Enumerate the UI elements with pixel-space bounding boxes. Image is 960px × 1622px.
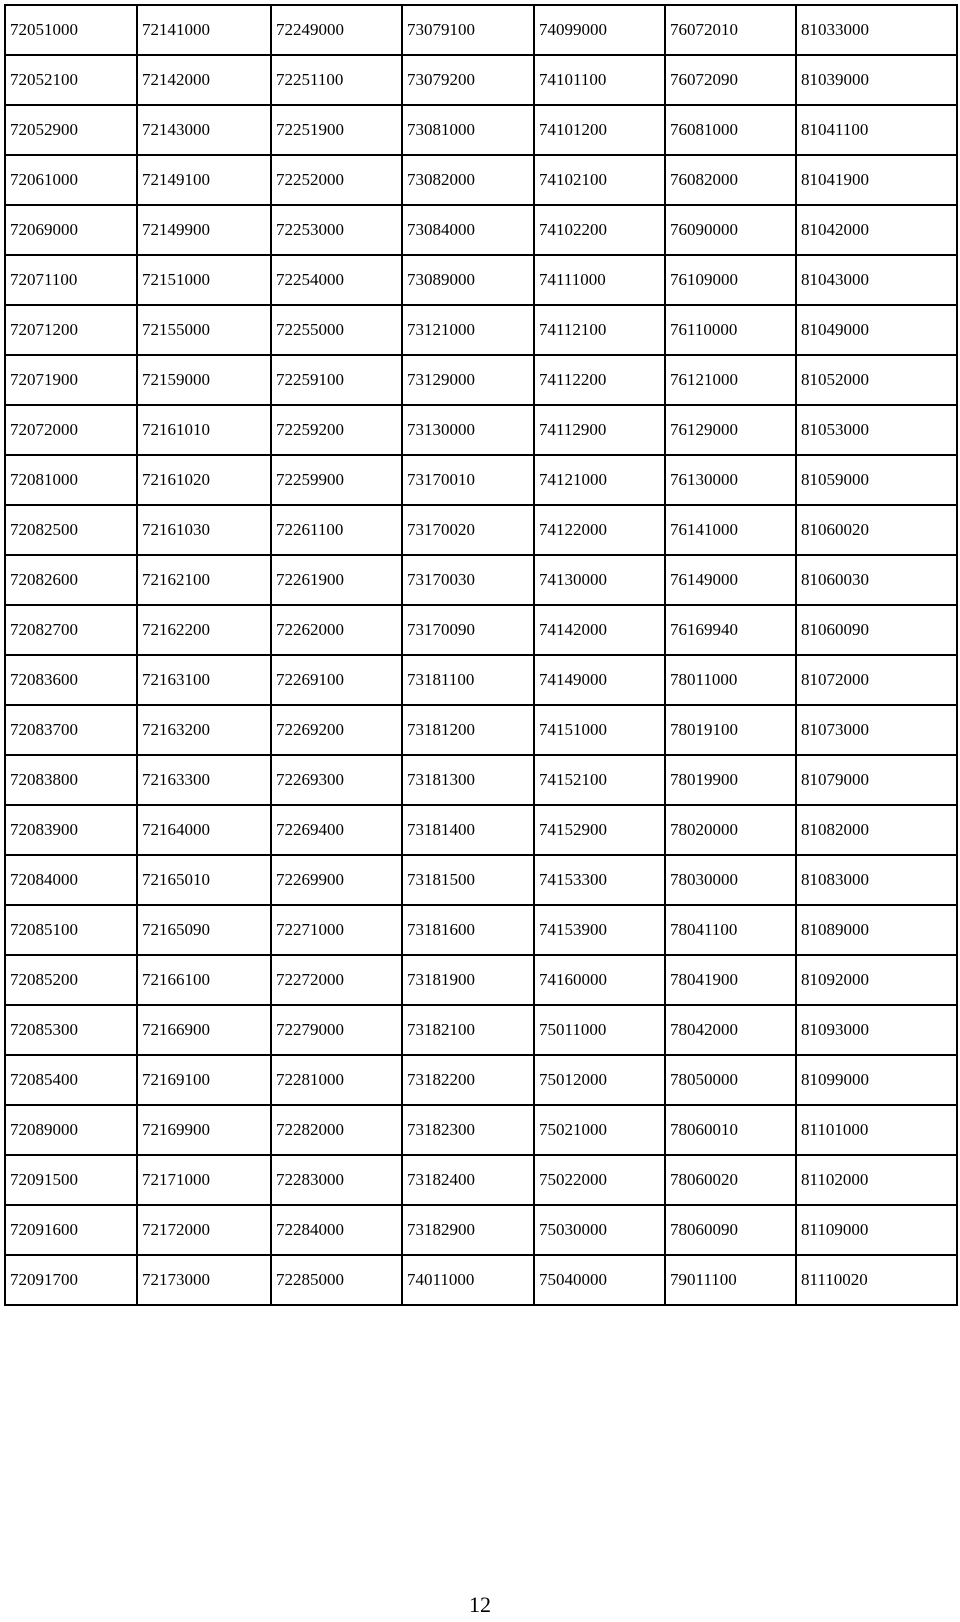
table-cell: 78060090: [665, 1205, 796, 1255]
table-cell: 72171000: [137, 1155, 271, 1205]
table-cell: 72259100: [271, 355, 402, 405]
table-cell: 76169940: [665, 605, 796, 655]
table-cell: 73170020: [402, 505, 534, 555]
table-cell: 73129000: [402, 355, 534, 405]
table-cell: 72081000: [5, 455, 137, 505]
table-cell: 72269100: [271, 655, 402, 705]
table-cell: 75021000: [534, 1105, 665, 1155]
table-cell: 73181400: [402, 805, 534, 855]
table-cell: 72051000: [5, 5, 137, 55]
table-cell: 72083600: [5, 655, 137, 705]
table-cell: 78060020: [665, 1155, 796, 1205]
table-cell: 76121000: [665, 355, 796, 405]
table-cell: 81083000: [796, 855, 957, 905]
table-cell: 72163300: [137, 755, 271, 805]
table-cell: 72282000: [271, 1105, 402, 1155]
table-cell: 81053000: [796, 405, 957, 455]
table-cell: 74121000: [534, 455, 665, 505]
table-row: [5, 1105, 957, 1155]
table-cell: 72085300: [5, 1005, 137, 1055]
table-cell: 74153900: [534, 905, 665, 955]
table-cell: 73082000: [402, 155, 534, 205]
table-cell: 72252000: [271, 155, 402, 205]
table-cell: 72269900: [271, 855, 402, 905]
table-cell: 72165090: [137, 905, 271, 955]
table-cell: 74153300: [534, 855, 665, 905]
table-cell: 81033000: [796, 5, 957, 55]
table-cell: 72083700: [5, 705, 137, 755]
table-row: [5, 855, 957, 905]
table-cell: 76149000: [665, 555, 796, 605]
table-cell: 72142000: [137, 55, 271, 105]
table-cell: 73079200: [402, 55, 534, 105]
table-row: [5, 1205, 957, 1255]
table-cell: 81093000: [796, 1005, 957, 1055]
table-cell: 73182400: [402, 1155, 534, 1205]
table-cell: 72163100: [137, 655, 271, 705]
table-cell: 73089000: [402, 255, 534, 305]
table-cell: 72085100: [5, 905, 137, 955]
table-cell: 72085200: [5, 955, 137, 1005]
table-row: [5, 805, 957, 855]
table-cell: 72271000: [271, 905, 402, 955]
table-cell: 72061000: [5, 155, 137, 205]
code-table-body: [5, 5, 957, 1305]
table-cell: 81042000: [796, 205, 957, 255]
table-cell: 72091700: [5, 1255, 137, 1305]
table-cell: 74160000: [534, 955, 665, 1005]
table-cell: 73182200: [402, 1055, 534, 1105]
table-row: [5, 155, 957, 205]
table-cell: 81060090: [796, 605, 957, 655]
table-cell: 81072000: [796, 655, 957, 705]
table-row: [5, 405, 957, 455]
table-row: [5, 505, 957, 555]
table-cell: 72085400: [5, 1055, 137, 1105]
table-cell: 72089000: [5, 1105, 137, 1155]
table-cell: 72259900: [271, 455, 402, 505]
table-cell: 72161020: [137, 455, 271, 505]
table-cell: 74102100: [534, 155, 665, 205]
table-cell: 74099000: [534, 5, 665, 55]
table-cell: 81082000: [796, 805, 957, 855]
table-cell: 72254000: [271, 255, 402, 305]
table-cell: 72052100: [5, 55, 137, 105]
table-cell: 73181200: [402, 705, 534, 755]
table-cell: 72082700: [5, 605, 137, 655]
table-row: [5, 1155, 957, 1205]
table-cell: 72071200: [5, 305, 137, 355]
table-cell: 78030000: [665, 855, 796, 905]
table-cell: 72082600: [5, 555, 137, 605]
table-cell: 74142000: [534, 605, 665, 655]
table-cell: 72281000: [271, 1055, 402, 1105]
table-cell: 81043000: [796, 255, 957, 305]
table-cell: 72166100: [137, 955, 271, 1005]
table-cell: 72149900: [137, 205, 271, 255]
table-cell: 78041100: [665, 905, 796, 955]
table-cell: 74122000: [534, 505, 665, 555]
table-cell: 81039000: [796, 55, 957, 105]
table-cell: 72255000: [271, 305, 402, 355]
table-cell: 72164000: [137, 805, 271, 855]
table-row: [5, 1055, 957, 1105]
table-cell: 78011000: [665, 655, 796, 705]
table-cell: 72091600: [5, 1205, 137, 1255]
table-cell: 73181100: [402, 655, 534, 705]
table-cell: 72285000: [271, 1255, 402, 1305]
table-cell: 75022000: [534, 1155, 665, 1205]
table-cell: 72173000: [137, 1255, 271, 1305]
table-cell: 73182900: [402, 1205, 534, 1255]
table-row: [5, 1005, 957, 1055]
table-cell: 81059000: [796, 455, 957, 505]
table-row: [5, 705, 957, 755]
table-cell: 73182300: [402, 1105, 534, 1155]
table-cell: 81109000: [796, 1205, 957, 1255]
table-cell: 72272000: [271, 955, 402, 1005]
table-cell: 72162200: [137, 605, 271, 655]
table-cell: 72251100: [271, 55, 402, 105]
table-cell: 76130000: [665, 455, 796, 505]
table-row: [5, 605, 957, 655]
table-cell: 81041900: [796, 155, 957, 205]
table-cell: 76090000: [665, 205, 796, 255]
table-cell: 74101100: [534, 55, 665, 105]
table-cell: 72083900: [5, 805, 137, 855]
table-cell: 72172000: [137, 1205, 271, 1255]
code-table: [4, 4, 958, 1306]
table-row: [5, 355, 957, 405]
table-cell: 76141000: [665, 505, 796, 555]
table-cell: 74112200: [534, 355, 665, 405]
table-cell: 72149100: [137, 155, 271, 205]
table-cell: 72166900: [137, 1005, 271, 1055]
table-cell: 73170030: [402, 555, 534, 605]
table-cell: 73081000: [402, 105, 534, 155]
table-cell: 74011000: [402, 1255, 534, 1305]
table-cell: 79011100: [665, 1255, 796, 1305]
table-cell: 81079000: [796, 755, 957, 805]
table-cell: 72269400: [271, 805, 402, 855]
table-cell: 73170090: [402, 605, 534, 655]
table-cell: 75011000: [534, 1005, 665, 1055]
table-cell: 72091500: [5, 1155, 137, 1205]
table-cell: 73182100: [402, 1005, 534, 1055]
table-cell: 81060030: [796, 555, 957, 605]
table-cell: 73130000: [402, 405, 534, 455]
table-cell: 72159000: [137, 355, 271, 405]
table-cell: 78020000: [665, 805, 796, 855]
table-cell: 76110000: [665, 305, 796, 355]
table-cell: 76072090: [665, 55, 796, 105]
table-cell: 74151000: [534, 705, 665, 755]
table-cell: 72283000: [271, 1155, 402, 1205]
table-cell: 72151000: [137, 255, 271, 305]
table-cell: 81073000: [796, 705, 957, 755]
table-row: [5, 555, 957, 605]
table-cell: 72161010: [137, 405, 271, 455]
table-cell: 72071900: [5, 355, 137, 405]
table-cell: 81060020: [796, 505, 957, 555]
table-cell: 72071100: [5, 255, 137, 305]
table-cell: 72261100: [271, 505, 402, 555]
table-cell: 72269200: [271, 705, 402, 755]
table-cell: 72069000: [5, 205, 137, 255]
table-row: [5, 255, 957, 305]
table-cell: 73181300: [402, 755, 534, 805]
table-cell: 72141000: [137, 5, 271, 55]
table-row: [5, 655, 957, 705]
table-cell: 78019100: [665, 705, 796, 755]
table-cell: 72072000: [5, 405, 137, 455]
table-cell: 76082000: [665, 155, 796, 205]
table-row: [5, 1255, 957, 1305]
table-cell: 73121000: [402, 305, 534, 355]
table-cell: 78050000: [665, 1055, 796, 1105]
table-cell: 76109000: [665, 255, 796, 305]
table-row: [5, 955, 957, 1005]
table-cell: 72163200: [137, 705, 271, 755]
table-cell: 72169100: [137, 1055, 271, 1105]
table-cell: 72251900: [271, 105, 402, 155]
table-row: [5, 5, 957, 55]
table-row: [5, 455, 957, 505]
table-cell: 72261900: [271, 555, 402, 605]
table-row: [5, 105, 957, 155]
table-cell: 81052000: [796, 355, 957, 405]
table-cell: 73170010: [402, 455, 534, 505]
table-cell: 72269300: [271, 755, 402, 805]
table-cell: 74152100: [534, 755, 665, 805]
table-cell: 72253000: [271, 205, 402, 255]
table-cell: 81092000: [796, 955, 957, 1005]
table-cell: 72162100: [137, 555, 271, 605]
page-number: 12: [469, 1592, 491, 1617]
table-cell: 75012000: [534, 1055, 665, 1105]
table-cell: 72155000: [137, 305, 271, 355]
table-cell: 76072010: [665, 5, 796, 55]
table-cell: 81102000: [796, 1155, 957, 1205]
table-row: [5, 205, 957, 255]
table-cell: 81101000: [796, 1105, 957, 1155]
table-cell: 73079100: [402, 5, 534, 55]
table-cell: 76129000: [665, 405, 796, 455]
table-cell: 74111000: [534, 255, 665, 305]
table-cell: 72259200: [271, 405, 402, 455]
table-cell: 81099000: [796, 1055, 957, 1105]
table-cell: 76081000: [665, 105, 796, 155]
table-cell: 72169900: [137, 1105, 271, 1155]
table-cell: 72284000: [271, 1205, 402, 1255]
table-cell: 78041900: [665, 955, 796, 1005]
table-cell: 74112900: [534, 405, 665, 455]
table-cell: 74130000: [534, 555, 665, 605]
table-cell: 72082500: [5, 505, 137, 555]
table-row: [5, 55, 957, 105]
table-cell: 73084000: [402, 205, 534, 255]
table-cell: 81041100: [796, 105, 957, 155]
table-cell: 74102200: [534, 205, 665, 255]
table-cell: 72165010: [137, 855, 271, 905]
table-cell: 72279000: [271, 1005, 402, 1055]
table-cell: 78042000: [665, 1005, 796, 1055]
table-row: [5, 905, 957, 955]
table-cell: 73181600: [402, 905, 534, 955]
table-cell: 78019900: [665, 755, 796, 805]
table-cell: 72052900: [5, 105, 137, 155]
table-cell: 74101200: [534, 105, 665, 155]
table-cell: 81089000: [796, 905, 957, 955]
table-cell: 75040000: [534, 1255, 665, 1305]
table-cell: 73181900: [402, 955, 534, 1005]
table-cell: 72161030: [137, 505, 271, 555]
table-cell: 81049000: [796, 305, 957, 355]
table-cell: 74152900: [534, 805, 665, 855]
table-row: [5, 305, 957, 355]
table-cell: 74112100: [534, 305, 665, 355]
table-cell: 72084000: [5, 855, 137, 905]
table-row: [5, 755, 957, 805]
table-cell: 81110020: [796, 1255, 957, 1305]
table-cell: 75030000: [534, 1205, 665, 1255]
table-cell: 72083800: [5, 755, 137, 805]
table-cell: 72143000: [137, 105, 271, 155]
table-cell: 72249000: [271, 5, 402, 55]
table-cell: 74149000: [534, 655, 665, 705]
table-cell: 72262000: [271, 605, 402, 655]
table-cell: 73181500: [402, 855, 534, 905]
table-cell: 78060010: [665, 1105, 796, 1155]
